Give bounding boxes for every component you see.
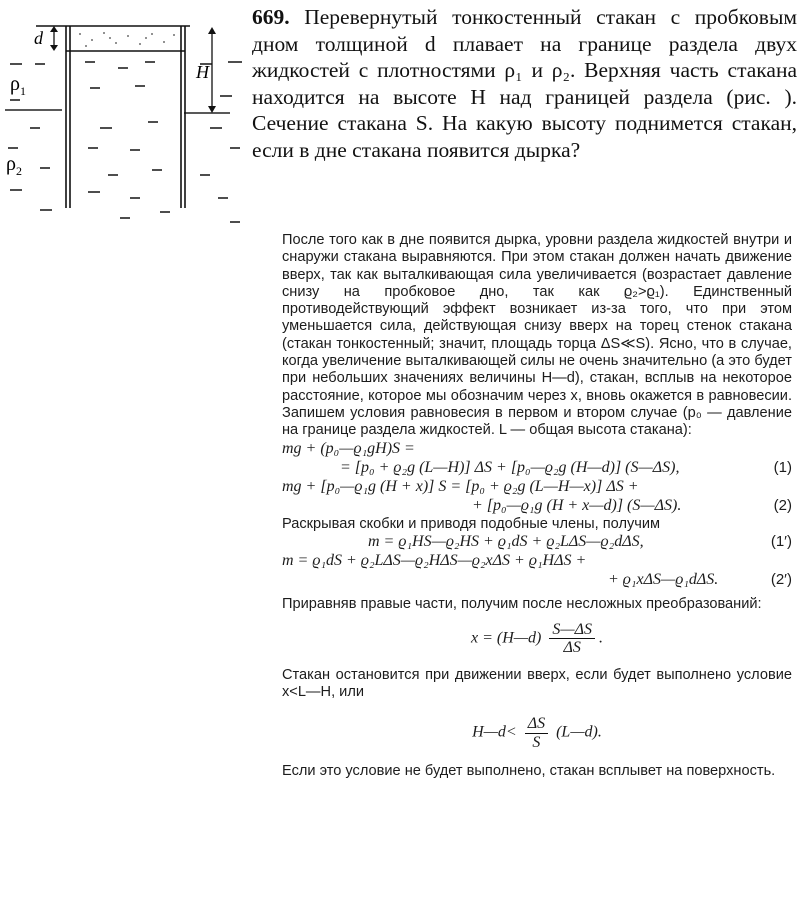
liquid-dashes [8, 62, 242, 222]
equation-2a: mg + [p₀—ϱ₁g (H + x)] S = [p₀ + ϱ₂g (L—H—x)] ΔS + [282, 477, 639, 495]
label-rho2: $\rho_2$ [6, 153, 22, 178]
problem-statement [252, 4, 797, 163]
glass-walls [36, 26, 190, 208]
equation-4b: + ϱ₁xΔS—ϱ₁dΔS. (2′) [608, 570, 792, 588]
problem-number: 669. [252, 5, 290, 29]
glass-figure [0, 0, 250, 232]
label-rho1: $\rho_1$ [10, 73, 26, 98]
problem-text: Перевернутый тонкостенный стакан с пробковым дном толщиной d плавает на границе раздела двух жидкостей с плотностями ρ₁ и ρ₂. Верхняя часть стакана находится на высоте H над границей раздела (рис. ). Сечение стакана S. На какую высоту поднимется стакан, если в дне стакана появится дырка? [252, 5, 797, 162]
solution [282, 232, 792, 780]
equation-2b: + [p₀—ϱ₁g (H + x—d)] (S—ΔS). (2) [472, 496, 792, 514]
solution-paragraph-4: Стакан остановится при движении вверх, если будет выполнено условие x<L—H, или [282, 666, 792, 701]
solution-paragraph-2: Раскрывая скобки и приводя подобные члены, получим [282, 515, 661, 532]
equation-4a: m = ϱ₁dS + ϱ₂LΔS—ϱ₂HΔS—ϱ₂xΔS + ϱ₁HΔS + [282, 551, 587, 569]
label-H: H [196, 62, 209, 82]
equation-1b: = [p₀ + ϱ₂g (L—H)] ΔS + [p₀—ϱ₂g (H—d)] (S—ΔS), (1) [340, 458, 792, 476]
equation-5: x = (H—d) $\frac{S—\Delta S}{\Delta S}$ . [471, 621, 603, 657]
cork-bottom [79, 32, 175, 47]
solution-paragraph-3: Приравняв правые части, получим после несложных преобразований: [282, 595, 762, 612]
solution-paragraph-5: Если это условие не будет выполнено, стакан всплывет на поверхность. [282, 762, 776, 779]
equation-1a: mg + (p₀—ϱ₁gH)S = [282, 439, 415, 457]
equation-6: H—d< $\frac{\Delta S}{S}$ (L—d). [472, 715, 602, 751]
solution-paragraph-1: После того как в дне появится дырка, уровни раздела жидкостей внутри и снаружи стакана выравняются. При этом стакан должен начать движение вверх, так как выталкивающая сила увеличивается (возрастает давление снизу на пробковое дно, так как ϱ₂>ϱ₁). Единственный противодействующий эффект возникает из-за того, что при этом уменьшается сила, действующая снизу вверх на торец стенок стакана (стакан тонкостенный; значит, площадь торца ΔS≪S). Ясно, что в случае, когда увеличение выталкивающей силы не очень значительно (а это будет при небольших значениях величины H—d), стакан, всплыв на некоторое расстояние, которое мы обозначим через x, вновь окажется в равновесии. Запишем условия равновесия в первом и втором случае (p₀ — давление на границе раздела жидкостей. L — общая высота стакана): [282, 232, 792, 439]
label-d: d [34, 28, 43, 48]
equation-3: m = ϱ₁HS—ϱ₂HS + ϱ₁dS + ϱ₂LΔS—ϱ₂dΔS, (1′) [368, 532, 792, 550]
